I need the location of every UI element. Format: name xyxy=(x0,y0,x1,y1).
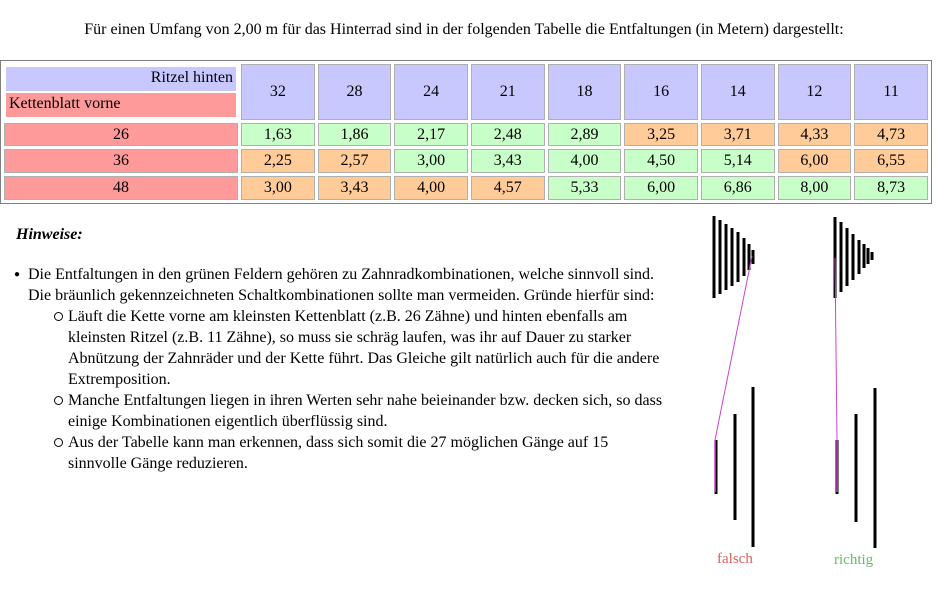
gear-table xyxy=(0,60,932,204)
ritzel-header: 32 xyxy=(241,64,315,120)
richtig-cassette-icon xyxy=(835,217,872,298)
ritzel-header: 28 xyxy=(318,64,392,120)
value-cell: 1,86 xyxy=(318,123,392,147)
value-cell: 8,73 xyxy=(854,176,928,200)
value-cell: 2,57 xyxy=(318,149,392,173)
value-cell: 4,73 xyxy=(854,123,928,147)
ritzel-header: 12 xyxy=(778,64,852,120)
sub-item-text: Manche Entfaltungen liegen in ihren Werten sehr nahe beieinander bzw. decken sich, so dass einige Kombinationen eigentlich überflüssig sind. xyxy=(68,392,663,430)
ritzel-header: 18 xyxy=(548,64,622,120)
ritzel-header: 11 xyxy=(854,64,928,120)
chainring-cell: 48 xyxy=(4,176,238,200)
value-cell: 6,86 xyxy=(701,176,775,200)
ritzel-header: 16 xyxy=(624,64,698,120)
value-cell: 3,71 xyxy=(701,123,775,147)
table-row xyxy=(4,149,928,173)
value-cell: 2,48 xyxy=(471,123,545,147)
value-cell: 6,55 xyxy=(854,149,928,173)
notes-list xyxy=(14,264,664,474)
falsch-label: falsch xyxy=(717,551,753,567)
list-item xyxy=(14,264,664,306)
value-cell: 1,63 xyxy=(241,123,315,147)
sub-list-item xyxy=(14,390,664,432)
sub-item-text: Läuft die Kette vorne am kleinsten Kettenblatt (z.B. 26 Zähne) und hinten ebenfalls am kleinsten Ritzel (z.B. 11 Zähne), so muss sie schräg laufen, was ihr auf Dauer zu starker Abnützung der Zahnräder und der Kette führt. Das Gleiche gilt natürlich auch für die andere Extremposition. xyxy=(68,308,660,388)
bullet-text: Die Entfaltungen in den grünen Feldern gehören zu Zahnradkombinationen, welche sinnvoll sind. Die bräunlich gekennzeichneten Schaltkombinationen sollte man vermeiden. Gründe hierfür sind: xyxy=(28,266,655,304)
value-cell: 3,00 xyxy=(394,149,468,173)
richtig-label: richtig xyxy=(834,552,874,568)
intro-text: Für einen Umfang von 2,00 m für das Hinterrad sind in der folgenden Tabelle die Entfaltungen (in Metern) dargestellt: xyxy=(84,21,844,38)
value-cell: 3,43 xyxy=(471,149,545,173)
value-cell: 2,17 xyxy=(394,123,468,147)
ritzel-header: 14 xyxy=(701,64,775,120)
table-header-row xyxy=(4,64,928,120)
sub-item-text: Aus der Tabelle kann man erkennen, dass sich somit die 27 möglichen Gänge auf 15 sinnvolle Gänge reduzieren. xyxy=(68,434,609,472)
value-cell: 4,33 xyxy=(778,123,852,147)
value-cell: 4,57 xyxy=(471,176,545,200)
ritzel-label: Ritzel hinten xyxy=(6,67,236,91)
value-cell: 4,50 xyxy=(624,149,698,173)
value-cell: 5,14 xyxy=(701,149,775,173)
value-cell: 2,89 xyxy=(548,123,622,147)
chain-line-diagram xyxy=(700,210,900,580)
kettenblatt-label: Kettenblatt vorne xyxy=(6,93,236,117)
value-cell: 2,25 xyxy=(241,149,315,173)
corner-cell xyxy=(4,64,238,120)
value-cell: 5,33 xyxy=(548,176,622,200)
chainring-cell: 36 xyxy=(4,149,238,173)
value-cell: 6,00 xyxy=(778,149,852,173)
chainring-cell: 26 xyxy=(4,123,238,147)
sub-list-item xyxy=(14,306,664,390)
circle-bullet-icon xyxy=(54,438,63,447)
value-cell: 3,25 xyxy=(624,123,698,147)
value-cell: 8,00 xyxy=(778,176,852,200)
circle-bullet-icon xyxy=(54,312,63,321)
value-cell: 3,43 xyxy=(318,176,392,200)
richtig-chainring-icon xyxy=(837,388,875,548)
circle-bullet-icon xyxy=(54,396,63,405)
falsch-diagram xyxy=(714,216,753,547)
table-row xyxy=(4,176,928,200)
falsch-cassette-icon xyxy=(714,216,753,298)
value-cell: 3,00 xyxy=(241,176,315,200)
table-row xyxy=(4,123,928,147)
bullet-icon: ● xyxy=(14,269,21,280)
falsch-chainring-icon xyxy=(716,387,753,547)
notes-title: Hinweise: xyxy=(16,226,83,243)
value-cell: 4,00 xyxy=(394,176,468,200)
value-cell: 6,00 xyxy=(624,176,698,200)
value-cell: 4,00 xyxy=(548,149,622,173)
sub-list-item xyxy=(14,432,664,474)
ritzel-header: 21 xyxy=(471,64,545,120)
richtig-diagram xyxy=(835,217,875,548)
ritzel-header: 24 xyxy=(394,64,468,120)
